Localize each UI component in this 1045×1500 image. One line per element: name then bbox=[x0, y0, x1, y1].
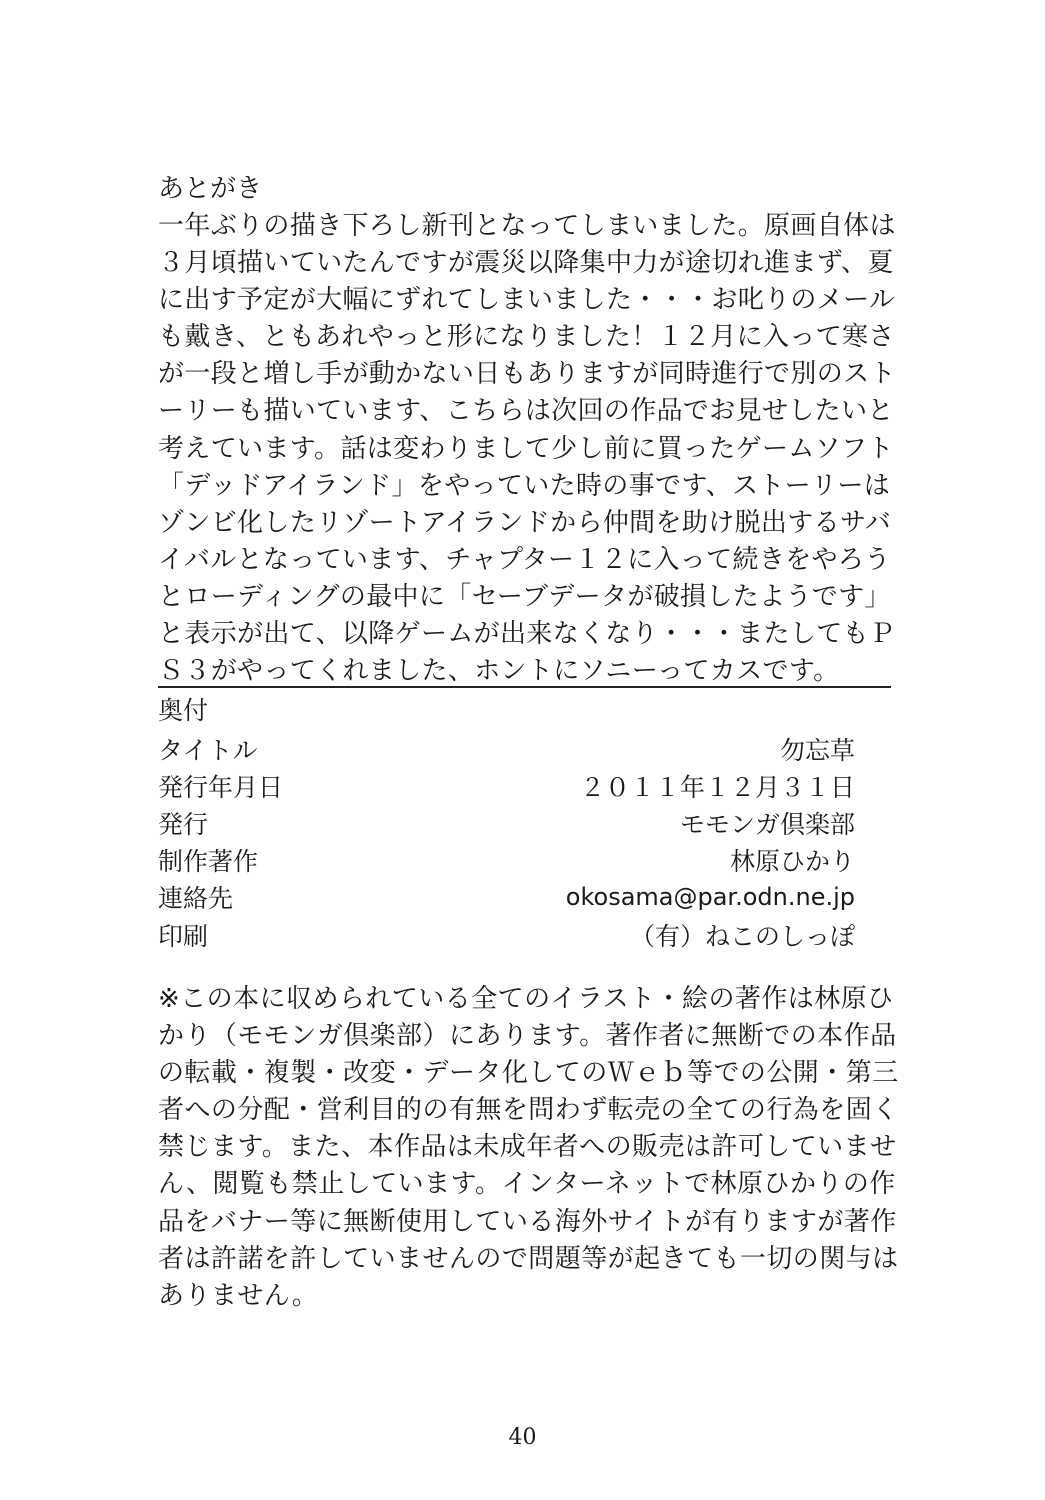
afterword-line: Ｓ３がやってくれました、ホントにソニーってカスです。 bbox=[158, 656, 840, 687]
afterword-line: イバルとなっています、チャプター１２に入って続きをやろう bbox=[158, 544, 891, 575]
notice-line: 者は許諾を許していませんので問題等が起きても一切の関与は bbox=[158, 1243, 899, 1274]
colophon-value: 勿忘草 bbox=[779, 735, 855, 765]
colophon-row-publisher bbox=[158, 804, 855, 841]
notice-line: 禁じます。また、本作品は未成年者への販売は許可していませ bbox=[158, 1132, 897, 1163]
afterword-line: 「デッドアイランド」をやっていた時の事です、ストーリーは bbox=[158, 470, 891, 501]
notice-line: 者への分配・営利目的の有無を問わず転売の全ての行為を固く bbox=[158, 1095, 899, 1126]
colophon-row-contact bbox=[158, 879, 855, 916]
colophon-row-date bbox=[158, 767, 855, 804]
notice-line: 品をバナー等に無断使用している海外サイトが有りますが著作 bbox=[158, 1206, 897, 1237]
colophon-label: 制作著作 bbox=[158, 847, 259, 877]
afterword-section bbox=[158, 170, 898, 690]
colophon-value: モモンガ倶楽部 bbox=[679, 809, 855, 839]
afterword-line: が一段と増し手が動かない日もありますが同時進行で別のスト bbox=[158, 359, 896, 390]
colophon-value: （有）ねこのしっぽ bbox=[629, 921, 855, 951]
page-number: 40 bbox=[508, 1425, 537, 1450]
afterword-line: と表示が出て、以降ゲームが出来なくなり・・・またしてもＰ bbox=[158, 619, 896, 650]
copyright-notice bbox=[158, 981, 898, 1315]
afterword-line: ーリーも描いています、こちらは次回の作品でお見せしたいと bbox=[158, 396, 894, 427]
colophon-label: タイトル bbox=[158, 735, 258, 765]
notice-line: ありません。 bbox=[158, 1280, 319, 1311]
notice-line: かり（モモンガ倶楽部）にあります。著作者に無断での本作品 bbox=[158, 1021, 897, 1052]
colophon-label: 連絡先 bbox=[158, 884, 234, 914]
contact-email: okosama@par.odn.ne.jp bbox=[565, 883, 855, 912]
afterword-line: 一年ぶりの描き下ろし新刊となってしまいました。原画自体は bbox=[158, 211, 896, 241]
notice-line: ん、閲覧も禁止しています。インターネットで林原ひかりの作 bbox=[158, 1169, 896, 1200]
colophon-label: 発行年月日 bbox=[158, 772, 284, 802]
notice-line: ※この本に収められている全てのイラスト・絵の著作は林原ひ bbox=[158, 984, 894, 1014]
colophon-row-author bbox=[158, 842, 855, 879]
colophon-row-printer bbox=[158, 916, 855, 953]
section-divider bbox=[158, 686, 891, 688]
colophon-label: 発行 bbox=[158, 809, 209, 839]
colophon-heading: 奥付 bbox=[158, 696, 209, 725]
afterword-line: も戴き、ともあれやっと形になりました！１２月に入って寒さ bbox=[158, 322, 895, 353]
notice-line: の転載・複製・改変・データ化してのＷｅｂ等での公開・第三 bbox=[158, 1058, 899, 1089]
afterword-line: 考えています。話は変わりまして少し前に買ったゲームソフト bbox=[158, 433, 894, 464]
colophon-value: 林原ひかり bbox=[729, 847, 855, 877]
colophon-section bbox=[158, 692, 855, 953]
afterword-line: ゾンビ化したリゾートアイランドから仲間を助け脱出するサバ bbox=[158, 507, 892, 538]
afterword-line: とローディングの最中に「セーブデータが破損したようです」 bbox=[158, 581, 891, 612]
afterword-line: ３月頃描いていたんですが震災以降集中力が途切れ進まず、夏 bbox=[158, 248, 894, 279]
colophon-label: 印刷 bbox=[158, 921, 209, 951]
afterword-line: に出す予定が大幅にずれてしまいました・・・お叱りのメール bbox=[158, 285, 896, 316]
afterword-heading: あとがき bbox=[158, 174, 263, 204]
colophon-value: ２０１１年１２月３１日 bbox=[579, 772, 855, 802]
colophon-row-title bbox=[158, 730, 855, 767]
